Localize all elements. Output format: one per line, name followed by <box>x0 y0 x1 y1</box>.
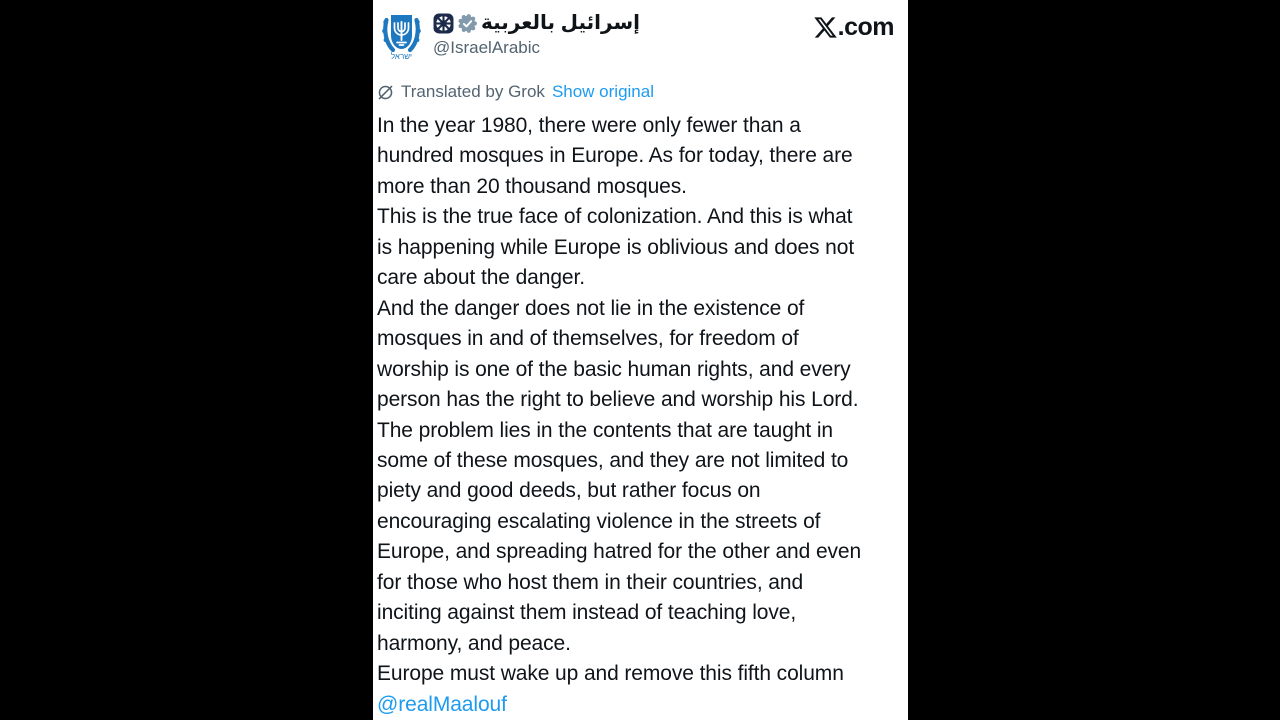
tweet-text-line: is happening while Europe is oblivious and does not <box>377 235 855 259</box>
tweet-text-line: mosques in and of themselves, for freedom of <box>377 327 799 351</box>
avatar-hebrew-text: ישראל <box>390 52 413 61</box>
name-row <box>433 11 640 35</box>
tweet-text-line: person has the right to believe and worship his Lord. <box>377 388 859 412</box>
tweet-text-line: And the danger does not lie in the existence of <box>377 296 805 320</box>
tweet-text-line: for those who host them in their countries, and <box>377 570 804 594</box>
tweet-text-line: more than 20 thousand mosques. <box>377 174 687 198</box>
domain-suffix-label: .com <box>837 13 894 41</box>
avatar[interactable] <box>377 9 426 61</box>
translated-by-label: Translated by Grok <box>401 82 545 101</box>
identity-block <box>433 9 640 58</box>
display-name[interactable]: إسرائيل بالعربية <box>481 12 640 34</box>
tweet-text-line: encouraging escalating violence in the streets of <box>377 509 821 533</box>
tweet-text-line: Europe must wake up and remove this fifth column <box>377 662 844 686</box>
tweet-text <box>377 111 894 720</box>
mention-link[interactable]: @realMaalouf <box>377 692 507 716</box>
tweet-text-line: piety and good deeds, but rather focus on <box>377 479 761 503</box>
tweet-header <box>377 9 894 61</box>
tweet-text-line: hundred mosques in Europe. As for today, there are <box>377 144 853 168</box>
show-original-link[interactable]: Show original <box>551 82 654 101</box>
x-logo-icon <box>813 15 838 40</box>
tweet-card <box>373 0 908 720</box>
handle[interactable]: @IsraelArabic <box>433 38 541 57</box>
verified-badge-icon <box>458 14 477 33</box>
tweet-text-line: some of these mosques, and they are not limited to <box>377 448 849 472</box>
tweet-text-line: In the year 1980, there were only fewer than a <box>377 114 801 137</box>
tweet-text-line: The problem lies in the contents that are taught in <box>377 418 834 442</box>
site-wordmark <box>813 13 894 42</box>
affiliate-badge-icon <box>433 13 454 34</box>
tweet-text-line: Europe, and spreading hatred for the other and even <box>377 540 862 564</box>
grok-translate-icon <box>377 84 394 101</box>
tweet-text-line: This is the true face of colonization. And this is what <box>377 205 853 229</box>
tweet-text-line: harmony, and peace. <box>377 631 571 655</box>
tweet-text-line: inciting against them instead of teaching love, <box>377 601 797 625</box>
translation-bar <box>377 82 894 102</box>
tweet-text-line: worship is one of the basic human rights, and every <box>377 357 851 381</box>
israel-emblem-icon <box>377 9 426 61</box>
tweet-text-line: care about the danger. <box>377 266 585 290</box>
